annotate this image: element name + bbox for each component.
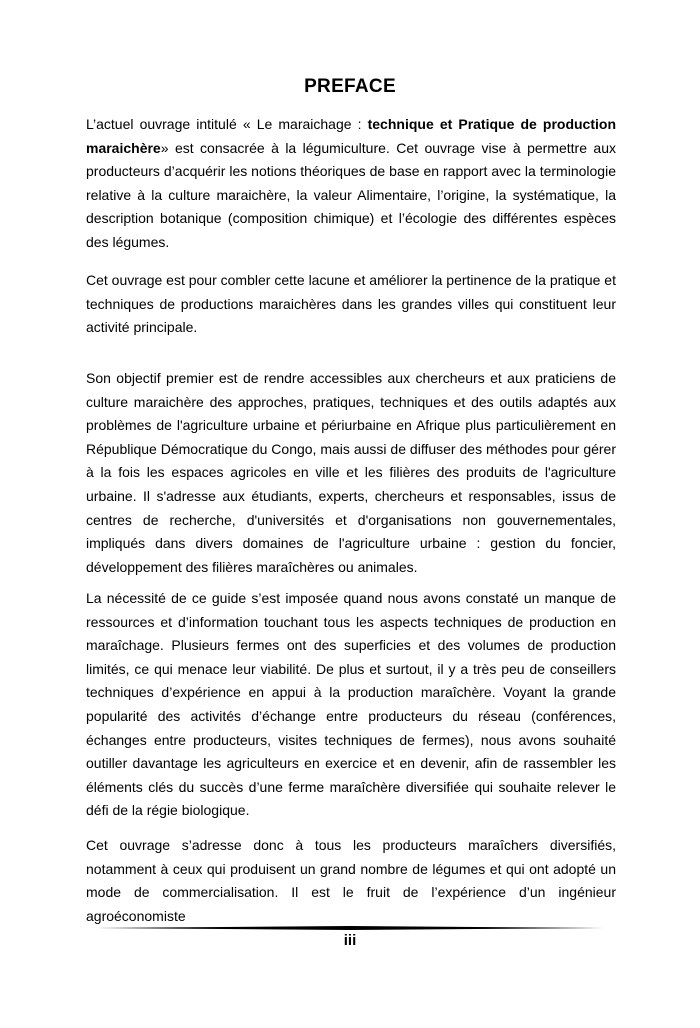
paragraph-purpose-text: Cet ouvrage est pour combler cette lacune et améliorer la pertinence de la pratique et techniques de productions maraichères dans les grandes villes qui constituent leur activité principale. — [86, 272, 616, 336]
paragraph-intro-lead: L’actuel ouvrage intitulé « Le maraichage : — [86, 116, 368, 132]
paragraph-necessity-text: La nécessité de ce guide s’est imposée quand nous avons constaté un manque de ressources et d’information touchant tous les aspects techniques de production en maraîchage. Plusieurs fermes ont des superficies et des volumes de production limités, ce qui menace leur viabilité. De plus et surtout, il y a très peu de conseillers techniques d’expérience en appui à la production maraîchère. Voyant la grande popularité des activités d’échange entre producteurs du réseau (conférences, échanges entre producteurs, visites techniques de fermes), nous avons souhaité outiller davantage les agriculteurs en exercice et en devenir, afin de rassembler les éléments clés du succès d’une ferme maraîchère diversifiée qui souhaite relever le défi de la régie biologique. — [86, 590, 616, 819]
footer-divider — [96, 926, 604, 930]
paragraph-intro-rest: » est consacrée à la légumiculture. Cet ouvrage vise à permettre aux producteurs d’acquérir les notions théoriques de base en rapport avec la terminologie relative à la culture maraichère, la valeur Alimentaire, l’origine, la systématique, la description botanique (composition chimique) et l’écologie des différentes espèces des légumes. — [86, 139, 616, 250]
page-number: iii — [343, 932, 357, 949]
paragraph-objective-text: Son objectif premier est de rendre accessibles aux chercheurs et aux praticiens de culture maraichère des approches, pratiques, techniques et des outils adaptés aux problèmes de l'agriculture urbaine et périurbaine en Afrique plus particulièrement en République Démocratique du Congo, mais aussi de diffuser des méthodes pour gérer à la fois les espaces agricoles en ville et les filières des produits de l'agriculture urbaine. Il s'adresse aux étudiants, experts, chercheurs et responsables, issus de centres de recherche, d'universités et d'organisations non gouvernementales, impliqués dans divers domaines de l'agriculture urbaine : gestion du foncier, développement des filières maraîchères ou animales. — [86, 370, 616, 575]
paragraph-purpose — [86, 269, 616, 340]
page-title: PREFACE — [304, 76, 396, 97]
paragraph-audience — [86, 834, 616, 928]
paragraph-audience-text: Cet ouvrage s’adresse donc à tous les producteurs maraîchers diversifiés, notamment à ceux qui produisent un grand nombre de légumes et qui ont adopté un mode de commercialisation. Il est le fruit de l’expérience d’un ingénieur agroéconomiste — [86, 837, 616, 924]
paragraph-intro — [86, 113, 616, 255]
paragraph-necessity — [86, 587, 616, 823]
paragraph-objective — [86, 367, 616, 579]
book-title-emphasis: technique et Pratique de production maraichère — [86, 116, 616, 156]
